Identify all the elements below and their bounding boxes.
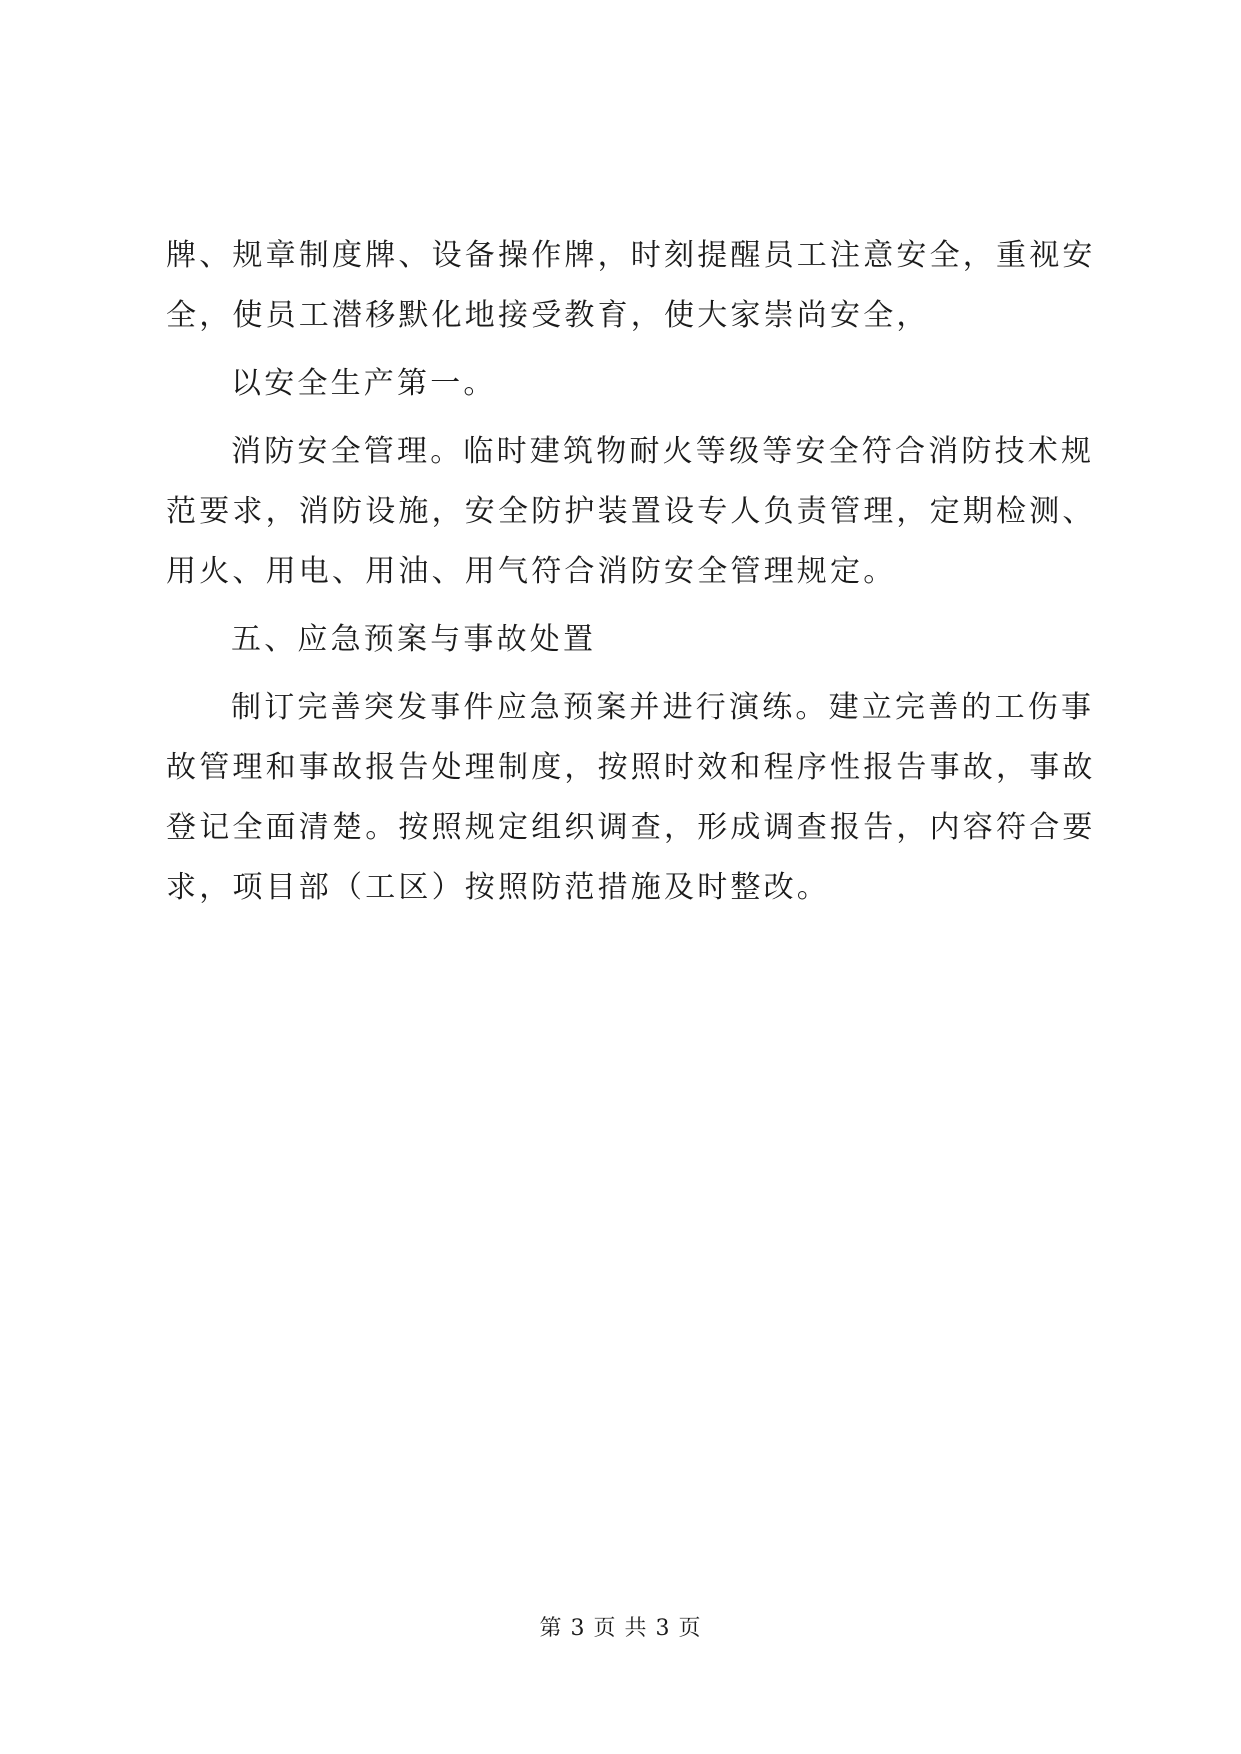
- paragraph-5-line-2: 故管理和事故报告处理制度，按照时效和程序性报告事故，事故: [166, 750, 1096, 785]
- paragraph-1-line-1: 牌、规章制度牌、设备操作牌，时刻提醒员工注意安全，重视安: [166, 238, 1096, 273]
- paragraph-3: [166, 422, 1096, 602]
- paragraph-1-line-2: 全，使员工潜移默化地接受教育，使大家崇尚安全，: [166, 298, 930, 333]
- page-number-footer: 第 3 页 共 3 页: [539, 1616, 702, 1641]
- paragraph-5-line-1: 制订完善突发事件应急预案并进行演练。建立完善的工伤事: [231, 690, 1095, 725]
- paragraph-5-line-3: 登记全面清楚。按照规定组织调查，形成调查报告，内容符合要: [166, 810, 1096, 845]
- paragraph-3-line-3: 用火、用电、用油、用气符合消防安全管理规定。: [166, 554, 897, 589]
- section-heading-emergency: [166, 610, 1086, 670]
- paragraph-1: [166, 226, 1096, 346]
- paragraph-3-line-2: 范要求，消防设施，安全防护装置设专人负责管理，定期检测、: [166, 494, 1096, 529]
- paragraph-5-line-4: 求，项目部（工区）按照防范措施及时整改。: [166, 870, 830, 905]
- paragraph-2: [166, 354, 1086, 414]
- section-heading-line: 五、应急预案与事故处置: [231, 622, 597, 657]
- paragraph-5: [166, 678, 1096, 918]
- paragraph-2-line-1: 以安全生产第一。: [231, 366, 497, 401]
- document-body: [166, 226, 1096, 926]
- paragraph-3-line-1: 消防安全管理。临时建筑物耐火等级等安全符合消防技术规: [231, 434, 1095, 469]
